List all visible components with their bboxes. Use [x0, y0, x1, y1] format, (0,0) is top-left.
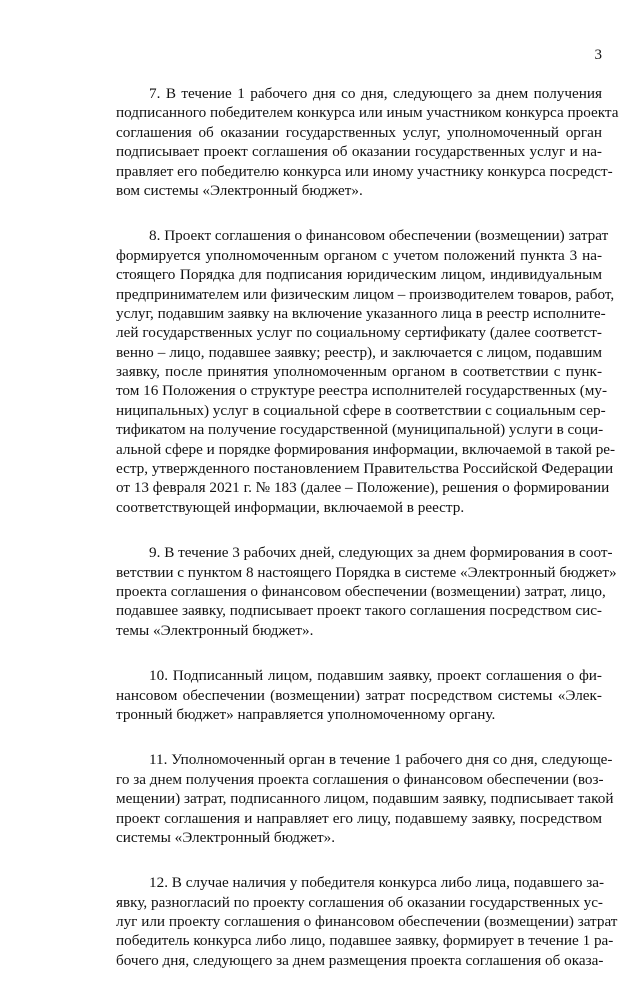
text-line: вом системы «Электронный бюджет».	[116, 181, 363, 199]
text-line: победитель конкурса либо лицо, подавшее заявку, формирует в течение 1 ра-	[116, 932, 614, 950]
text-line: луг или проекту соглашения о финансовом обеспечении (возмещении) затрат	[116, 913, 618, 931]
text-line: заявку, после принятия уполномоченным органом в соответствии с пунк-	[116, 363, 602, 381]
text-line: соответствующей информации, включаемой в реестр.	[116, 498, 465, 516]
text-line: 9. В течение 3 рабочих дней, следующих за днем формирования в соот-	[149, 544, 613, 562]
text-line: 12. В случае наличия у победителя конкурса либо лица, подавшего за-	[149, 874, 605, 892]
text-line: подавшее заявку, подписывает проект такого соглашения посредством сис-	[116, 602, 602, 620]
paragraph-7	[116, 84, 619, 200]
text-line: тификатом на получение государственной (муниципальной) услуги в соци-	[116, 421, 604, 439]
text-line: тронный бюджет» направляется уполномоченному органу.	[116, 705, 496, 723]
text-line: от 13 февраля 2021 г. № 183 (далее – Положение), решения о формировании	[116, 479, 610, 497]
text-line: альной сфере и порядке формирования информации, включаемой в такой ре-	[116, 440, 616, 458]
paragraph-8	[116, 226, 616, 517]
text-line: ниципальных) услуг в социальной сфере в соответствии с социальным сер-	[116, 401, 606, 419]
text-line: го за днем получения проекта соглашения о финансовом обеспечении (воз-	[116, 770, 604, 788]
paragraph-12	[116, 873, 618, 970]
text-line: венно – лицо, подавшее заявку; реестр), и заключается с лицом, подавшим	[116, 343, 602, 361]
text-line: проект соглашения и направляет его лицу, подавшему заявку, посредством	[116, 809, 602, 827]
text-line: лей государственных услуг по социальному сертификату (далее соответст-	[116, 324, 602, 342]
text-line: подписывает проект соглашения об оказании государственных услуг и на-	[116, 143, 602, 161]
text-line: бочего дня, следующего за днем размещения проекта соглашения об оказа-	[116, 951, 604, 969]
page-number: 3	[594, 47, 602, 63]
paragraph-9	[116, 543, 617, 640]
text-line: системы «Электронный бюджет».	[116, 828, 336, 846]
text-line: услуг, подавшим заявку на включение указанного лица в реестр исполните-	[116, 304, 606, 322]
text-line: правляет его победителю конкурса или иному участнику конкурса посредст-	[116, 162, 613, 180]
text-line: мещении) затрат, подписанного лицом, подавшим заявку, подписывает такой	[116, 790, 614, 808]
text-line: подписанного победителем конкурса или иным участником конкурса проекта	[116, 104, 619, 122]
text-line: предпринимателем или физическим лицом – производителем товаров, работ,	[116, 285, 615, 303]
text-line: стоящего Порядка для подписания юридическим лицом, индивидуальным	[116, 266, 602, 284]
text-line: темы «Электронный бюджет».	[116, 621, 314, 639]
document-body	[116, 84, 619, 996]
text-line: формируется уполномоченным органом с учетом положений пункта 3 на-	[116, 246, 602, 264]
text-line: нансовом обеспечении (возмещении) затрат посредством системы «Элек-	[116, 686, 602, 704]
text-line: проекта соглашения о финансовом обеспечении (возмещении) затрат, лицо,	[116, 582, 606, 600]
paragraph-11	[116, 750, 614, 847]
text-line: соглашения об оказании государственных услуг, уполномоченный орган	[116, 123, 602, 141]
text-line: 11. Уполномоченный орган в течение 1 рабочего дня со дня, следующе-	[149, 751, 613, 769]
text-line: 8. Проект соглашения о финансовом обеспечении (возмещении) затрат	[149, 227, 609, 245]
text-line: том 16 Положения о структуре реестра исполнителей государственных (му-	[116, 382, 608, 400]
text-line: ветствии с пунктом 8 настоящего Порядка в системе «Электронный бюджет»	[116, 563, 617, 581]
text-line: естр, утвержденного постановлением Правительства Российской Федерации	[116, 460, 614, 478]
text-line: 7. В течение 1 рабочего дня со дня, следующего за днем получения	[149, 85, 602, 102]
text-line: явку, разногласий по проекту соглашения об оказании государственных ус-	[116, 893, 603, 911]
paragraph-10	[116, 666, 602, 724]
text-line: 10. Подписанный лицом, подавшим заявку, проект соглашения о фи-	[149, 667, 602, 685]
